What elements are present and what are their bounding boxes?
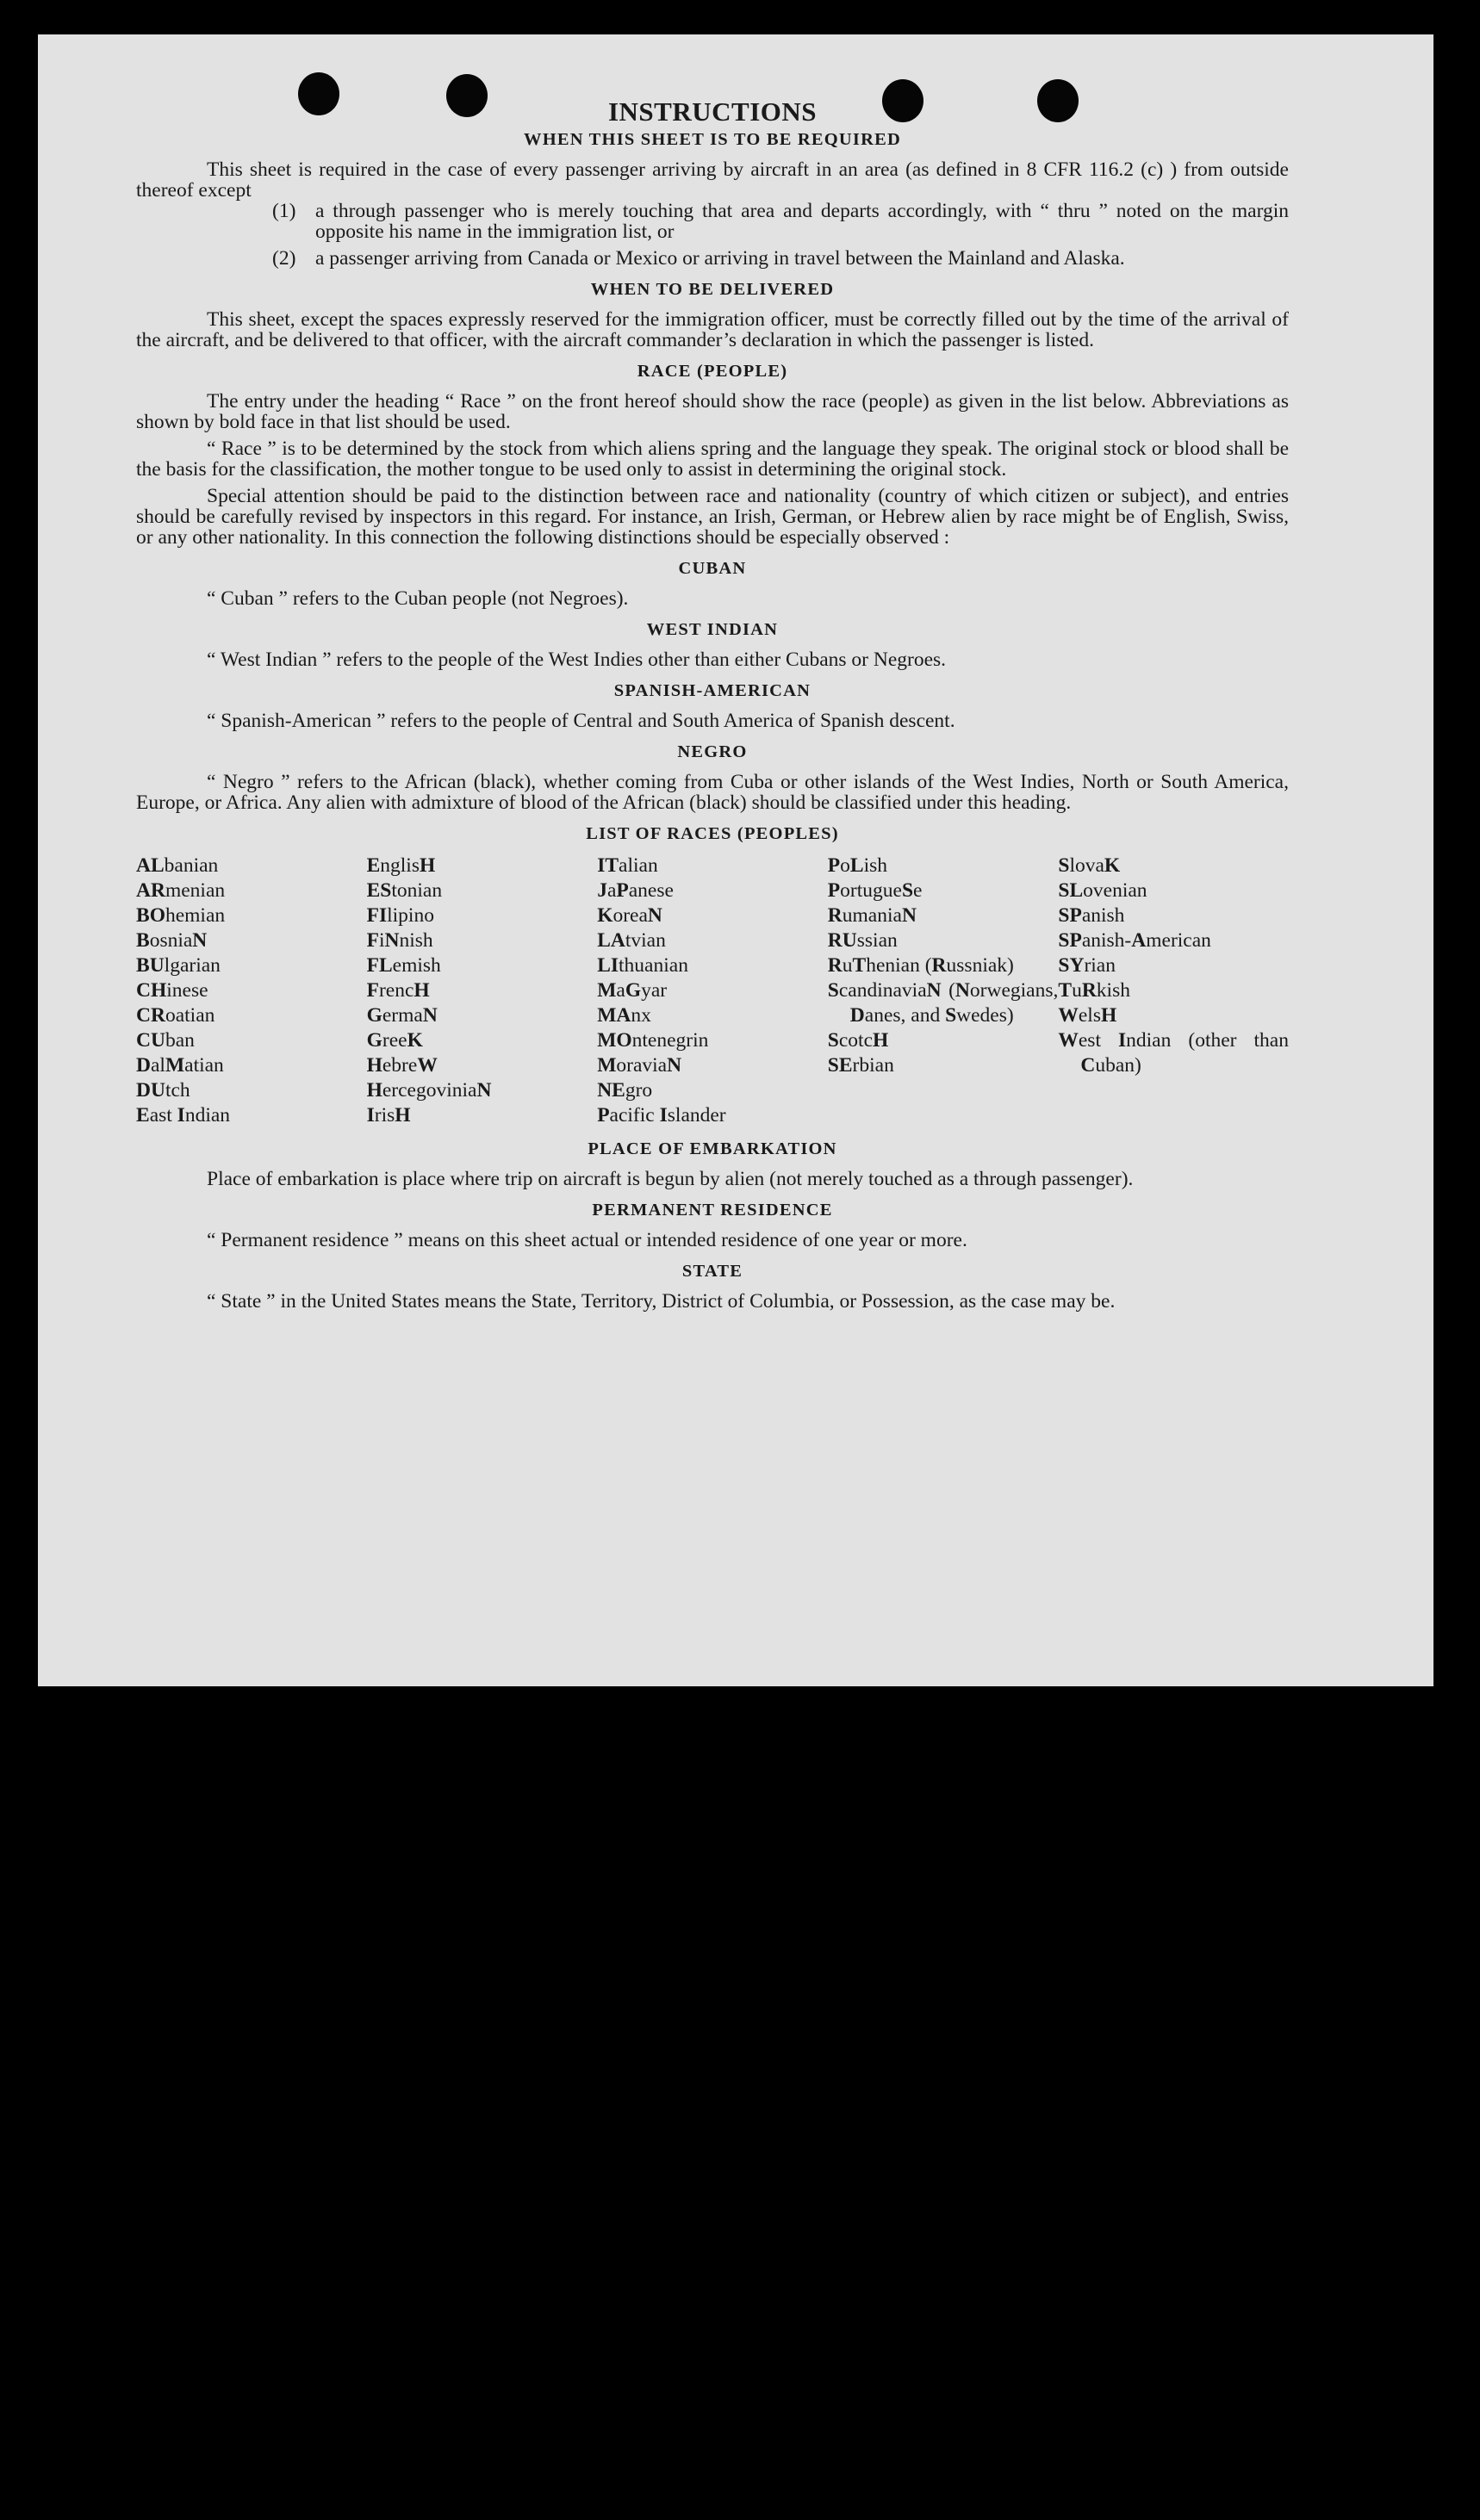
race-entry: CRoatian <box>136 1004 215 1027</box>
race-entry: HebreW <box>366 1054 438 1077</box>
section-heading-when-required: WHEN THIS SHEET IS TO BE REQUIRED <box>524 130 901 149</box>
race-entry: PortugueSe <box>827 879 923 902</box>
race-entry: CUban <box>136 1029 195 1052</box>
section-heading-spanish-american: SPANISH-AMERICAN <box>613 681 812 700</box>
cuban-text: “ Cuban ” refers to the Cuban people (not Negroes). <box>207 587 629 610</box>
race-entry: HercegoviniaN <box>366 1079 492 1102</box>
race-entry: TuRkish <box>1058 979 1130 1002</box>
section-heading-cuban: CUBAN <box>678 559 747 578</box>
when-delivered-text: This sheet, except the spaces expressly reserved for the immigration officer, must be correctly filled out by the time of the arrival of the aircraft, and be delivered to that officer, with the aircraft commander’s declaration in which the passenger is listed. <box>136 308 1289 351</box>
race-entry: KoreaN <box>597 904 662 927</box>
race-entry: CHinese <box>136 979 208 1002</box>
race-entry: DalMatian <box>136 1054 224 1077</box>
west-indian-text: “ West Indian ” refers to the people of the West Indies other than either Cubans or Negroes. <box>207 649 947 671</box>
race-entry: East Indian <box>136 1104 231 1127</box>
races-table <box>136 853 1289 1128</box>
list-item <box>272 201 1289 242</box>
race-entry: SlovaK <box>1058 854 1121 877</box>
item-text: a through passenger who is merely touching that area and departs accordingly, with “ thru ” noted on the margin opposite his name in the immigration list, or <box>315 200 1289 243</box>
item-number: (1) <box>272 200 296 222</box>
race-entry: SYrian <box>1058 954 1116 977</box>
race-paragraph-1: The entry under the heading “ Race ” on the front hereof should show the race (people) as given in the list below. Abbreviations as shown by bold face in that list should be used. <box>136 390 1289 433</box>
race-entry: BUlgarian <box>136 954 221 977</box>
race-entry: MaGyar <box>597 979 668 1002</box>
race-entry: RuThenian (Russniak) <box>827 954 1014 977</box>
negro-text: “ Negro ” refers to the African (black), whether coming from Cuba or other islands of the West Indies, North or South America, Europe, or Africa. Any alien with admixture of blood of the African (black) should be classified under this heading. <box>136 771 1289 814</box>
race-entry: ALbanian <box>136 854 219 877</box>
when-required-intro: This sheet is required in the case of every passenger arriving by aircraft in an area (as defined in 8 CFR 116.2 (c) ) from outside thereof except <box>136 158 1289 202</box>
embarkation-text: Place of embarkation is place where trip on aircraft is begun by alien (not merely touched as a through passenger). <box>207 1168 1134 1190</box>
race-entry: DUtch <box>136 1079 190 1102</box>
race-paragraph-2: “ Race ” is to be determined by the stock from which aliens spring and the language they speak. The original stock or blood shall be the basis for the classification, the mother tongue to be used only to assist in determining the original stock. <box>136 438 1289 481</box>
race-entry: ARmenian <box>136 879 226 902</box>
race-entry: SPanish-American <box>1058 929 1211 952</box>
race-entry: ScotcH <box>827 1029 889 1052</box>
races-column <box>1058 853 1289 1128</box>
race-entry: LIthuanian <box>597 954 688 977</box>
list-item <box>272 248 1289 269</box>
race-entry: ScandinaviaN (Norwegians, Danes, and Swedes) <box>827 979 1059 1027</box>
race-entry: LAtvian <box>597 929 666 952</box>
race-entry: EStonian <box>366 879 443 902</box>
race-entry: FrencH <box>366 979 430 1002</box>
residence-text: “ Permanent residence ” means on this sheet actual or intended residence of one year or more. <box>207 1229 967 1251</box>
race-entry: West Indian (other than Cuban) <box>1058 1029 1289 1077</box>
race-entry: NEgro <box>597 1079 653 1102</box>
race-entry: RumaniaN <box>827 904 917 927</box>
page-title: INSTRUCTIONS <box>607 96 817 127</box>
race-entry: FLemish <box>366 954 441 977</box>
race-entry: GermaN <box>366 1004 438 1027</box>
race-entry: BosniaN <box>136 929 208 952</box>
race-entry: RUssian <box>827 929 898 952</box>
race-entry: MOntenegrin <box>597 1029 709 1052</box>
race-entry: BOhemian <box>136 904 226 927</box>
race-entry: MoraviaN <box>597 1054 682 1077</box>
item-number: (2) <box>272 247 296 270</box>
state-text: “ State ” in the United States means the State, Territory, District of Columbia, or Possession, as the case may be. <box>207 1290 1116 1313</box>
race-entry: IrisH <box>366 1104 411 1127</box>
races-column <box>597 853 828 1128</box>
section-heading-when-delivered: WHEN TO BE DELIVERED <box>590 280 835 299</box>
race-entry: FiNnish <box>366 929 433 952</box>
races-column <box>367 853 598 1128</box>
document-content <box>136 96 1289 1313</box>
race-entry: WelsH <box>1058 1004 1117 1027</box>
race-entry: SLovenian <box>1058 879 1147 902</box>
race-entry: Pacific Islander <box>597 1104 726 1127</box>
race-entry: SErbian <box>827 1054 894 1077</box>
races-column <box>828 853 1059 1128</box>
race-entry: PoLish <box>827 854 888 877</box>
race-paragraph-3: Special attention should be paid to the distinction between race and nationality (country of which citizen or subject), and entries should be carefully revised by inspectors in this regard. For instance, an Irish, German, or Hebrew alien by race might be of English, Swiss, or any other nationality. In this connection the following distinctions should be especially observed : <box>136 485 1289 549</box>
section-heading-race: RACE (PEOPLE) <box>637 362 788 381</box>
section-heading-residence: PERMANENT RESIDENCE <box>592 1201 833 1220</box>
race-entry: JaPanese <box>597 879 674 902</box>
race-entry: ITalian <box>597 854 658 877</box>
race-entry: FIlipino <box>366 904 434 927</box>
item-text: a passenger arriving from Canada or Mexico or arriving in travel between the Mainland and Alaska. <box>315 247 1125 270</box>
section-heading-embarkation: PLACE OF EMBARKATION <box>588 1139 837 1158</box>
race-entry: SPanish <box>1058 904 1125 927</box>
race-entry: MAnx <box>597 1004 651 1027</box>
races-column <box>136 853 367 1128</box>
section-heading-negro: NEGRO <box>677 742 748 761</box>
section-heading-west-indian: WEST INDIAN <box>646 620 779 639</box>
race-entry: GreeK <box>366 1029 423 1052</box>
section-heading-state: STATE <box>681 1262 743 1281</box>
section-heading-list-of-races: LIST OF RACES (PEOPLES) <box>586 824 839 843</box>
spanish-american-text: “ Spanish-American ” refers to the people of Central and South America of Spanish descent. <box>207 710 955 732</box>
race-entry: EnglisH <box>366 854 436 877</box>
